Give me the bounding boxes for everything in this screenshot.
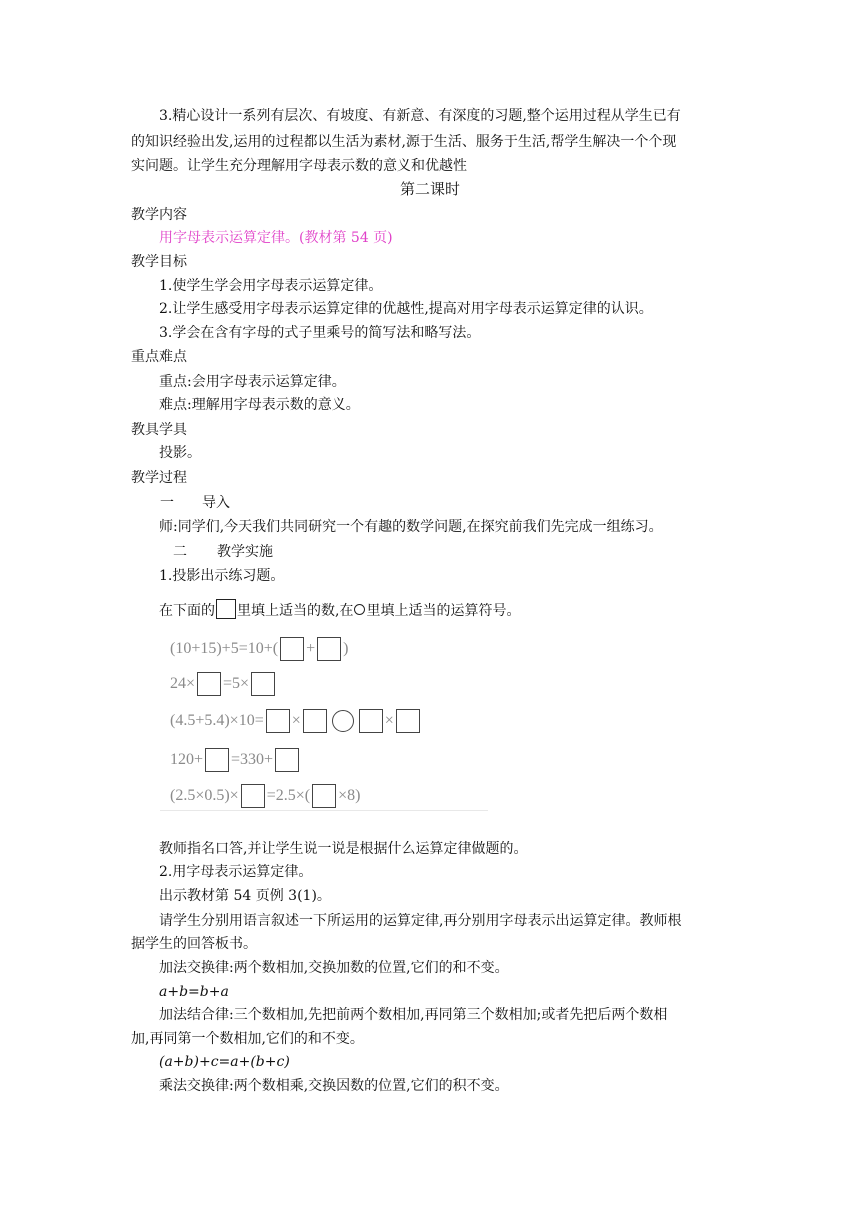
paragraph-line: 据学生的回答板书。 [131,936,257,952]
teacher-line: 师:同学们,今天我们共同研究一个有趣的数学问题,在探究前我们先完成一组练习。 [159,519,663,535]
paragraph-line: 请学生分别用语言叙述一下所运用的运算定律,再分别用字母表示出运算定律。教师根 [159,913,682,929]
answer-box [241,784,265,808]
difficult-point: 难点:理解用字母表示数的意义。 [159,397,360,413]
goal-item: 3.学会在含有字母的式子里乘号的简写法和略写法。 [159,325,481,341]
step-label: 导入 [202,495,230,511]
exercise-row: (10+15)+5=10+( + ) [170,635,348,663]
step-number: 一 [160,495,174,511]
law-text: 加法结合律:三个数相加,先把前两个数相加,再同第三个数相加;或者先把后两个数相 [159,1007,668,1023]
law-text: 加法交换律:两个数相加,交换加数的位置,它们的和不变。 [159,960,509,976]
paragraph-line: 的知识经验出发,运用的过程都以生活为素材,源于生活、服务于生活,帮学生解决一个个现 [131,134,677,150]
answer-box [251,672,275,696]
formula: (a+b)+c=a+(b+c) [159,1054,290,1070]
answer-box [317,637,341,661]
goal-item: 2.让学生感受用字母表示运算定律的优越性,提高对用字母表示运算定律的认识。 [159,301,653,317]
formula: a+b=b+a [159,984,229,1000]
answer-box [280,637,304,661]
answer-circle [332,710,354,732]
key-point: 重点:会用字母表示运算定律。 [159,374,346,390]
empty-box-icon [216,599,236,619]
answer-box [312,784,336,808]
law-text: 加,再同第一个数相加,它们的和不变。 [131,1031,364,1047]
law-text: 乘法交换律:两个数相乘,交换因数的位置,它们的积不变。 [159,1078,509,1094]
section-heading-content: 教学内容 [131,207,187,223]
goal-item: 1.使学生学会用字母表示运算定律。 [159,278,383,294]
answer-box [396,709,420,733]
answer-box [359,709,383,733]
exercise-row: 120+ =330+ [170,746,301,774]
step-number: 二 [173,544,187,560]
exercise-row: 24× =5× [170,670,277,698]
content-text: 用字母表示运算定律。(教材第 54 页) [159,230,393,246]
paragraph-line: 出示教材第 54 页例 3(1)。 [159,888,331,904]
paragraph-line: 实问题。让学生充分理解用字母表示数的意义和优越性 [131,158,467,174]
answer-box [275,748,299,772]
process-item: 2.用字母表示运算定律。 [159,864,313,880]
step-label: 教学实施 [217,544,273,560]
tools-text: 投影。 [159,445,201,461]
step-heading [173,541,273,563]
circle-icon [354,604,365,615]
exercise-row: (2.5×0.5)× =2.5×( ×8) [170,782,360,810]
step-heading [160,492,230,514]
section-heading-tools: 教具学具 [131,422,187,438]
answer-box [266,709,290,733]
exercise-row: (4.5+5.4)×10= × × [170,707,422,735]
paragraph-line: 教师指名口答,并让学生说一说是根据什么运算定律做题的。 [159,841,528,857]
answer-box [205,748,229,772]
section-heading-key-points: 重点难点 [131,349,187,365]
section-heading-process: 教学过程 [131,470,187,486]
answer-box [303,709,327,733]
paragraph-line: 3.精心设计一系列有层次、有坡度、有新意、有深度的习题,整个运用过程从学生已有 [159,108,681,124]
section-heading-goals: 教学目标 [131,254,187,270]
lesson-title: 第二课时 [399,180,460,198]
exercise-image [160,629,488,811]
exercise-instruction: 在下面的 里填上适当的数,在 里填上适当的运算符号。 [159,599,520,622]
process-item: 1.投影出示练习题。 [159,568,285,584]
answer-box [197,672,221,696]
